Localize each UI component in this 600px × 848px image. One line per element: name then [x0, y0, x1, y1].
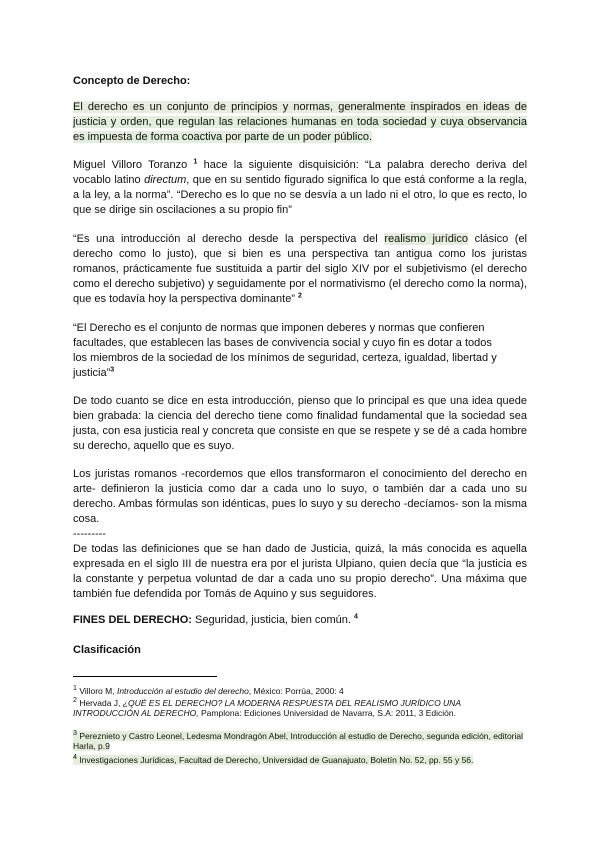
paragraph-juristas-romanos: Los juristas romanos -recordemos que ellos transformaron el conocimiento del derecho en arte- definieron la justicia como dar a cada uno lo suyo, o también dar a cada uno su derecho. Ambas fórmulas son idénticas, pues lo suyo y su derecho -decíamos- son la misma cosa.: [73, 468, 527, 525]
highlight-realismo-juridico: realismo jurídico: [384, 233, 468, 245]
fines-label: FINES DEL DERECHO:: [73, 614, 192, 626]
paragraph-derecho-conjunto: “El Derecho es el conjunto de normas que imponen deberes y normas que confieren facultades, que establecen las bases de convivencia social y cuyo fin es dotar a todos los miembros de la sociedad de los mínimos de seguridad, certeza, igualdad, libertad y justicia”$^3$: [73, 322, 497, 379]
separator-dashes: ---------: [73, 528, 106, 540]
footnote-ref-4[interactable]: 4: [354, 613, 358, 621]
paragraph-realismo: “Es una introducción al derecho desde la perspectiva del realismo jurídico clásico (el derecho como lo justo), que si bien es una perspectiva tan antigua como los juristas romanos, prácticamente fue sustituida a partir del siglo XIV por el subjetivismo (el derecho como el derecho subjetivo) y seguidamente por el normativismo (el derecho como la norma), que es todavía hoy la perspectiva dominante” $^2$: [73, 233, 528, 305]
footnote-1: $^1$ Villoro M, Introducción al estudio del derecho, México: Porrúa, 2000: 4: [73, 684, 344, 696]
footnote-3: $^3$ Pereznieto y Castro Leonel, Ledesma Mondragón Abel, Introducción al estudio de Derecho, segunda edición, editorial Harla, p.9: [73, 729, 524, 752]
footnote-ref-3[interactable]: 3: [110, 366, 115, 374]
paragraph-fines: FINES DEL DERECHO: Seguridad, justicia, bien común. $^4$: [73, 613, 358, 626]
paragraph-villoro: Miguel Villoro Toranzo $^1$ hace la siguiente disquisición: “La palabra derecho deriva del vocablo latino directum, que en su sentido figurado significa lo que está conforme a la regla, a la ley, a la norma”. “Derecho es lo que no se desvía a un lado ni el otro, lo que es recto, lo que se dirige sin oscilaciones a su propio fin”: [73, 158, 528, 216]
term-directum: directum: [144, 174, 187, 186]
footnote-4: $^4$ Investigaciones Jurídicas, Facultad de Derecho, Universidad de Guanajuato, Boletín No. 52, pp. 55 y 56.: [73, 753, 474, 765]
paragraph-introduccion: De todo cuanto se dice en esta introducción, pienso que lo principal es que una idea quede bien grabada: la ciencia del derecho tiene como finalidad fundamental que la sociedad sea justa, con esa justicia real y concreta que consiste en que se respete y se dé a cada hombre su derecho, aquello que es suyo.: [73, 395, 527, 452]
heading-concepto: Concepto de Derecho:: [73, 75, 191, 87]
paragraph-definition: [73, 100, 527, 145]
highlighted-definition: El derecho es un conjunto de principios y normas, generalmente inspirados en ideas de justicia y orden, que regulan las relaciones humanas en toda sociedad y cuya observancia es impuesta de forma coactiva por parte de un poder público.: [73, 101, 527, 143]
footnote-divider: [73, 676, 217, 677]
footnote-ref-2[interactable]: 2: [298, 292, 302, 300]
paragraph-ulpiano: De todas las definiciones que se han dado de Justicia, quizá, la más conocida es aquella expresada en el siglo III de nuestra era por el jurista Ulpiano, quien decía que “la justicia es la constante y perpetua voluntad de dar a cada uno su propio derecho”. Una máxima que también fue defendida por Tomás de Aquino y sus seguidores.: [73, 543, 527, 600]
heading-clasificacion: Clasificación: [73, 644, 141, 656]
footnote-ref-1[interactable]: 1: [193, 158, 198, 166]
footnote-2: $^2$ Hervada J, ¿QUÉ ES EL DERECHO? LA MODERNA RESPUESTA DEL REALISMO JURÍDICO UNA INTRODUCCIÓN AL DERECHO, Pamplona: Ediciones Universidad de Navarra, S.A: 2011, 3 Edición.: [73, 696, 461, 719]
